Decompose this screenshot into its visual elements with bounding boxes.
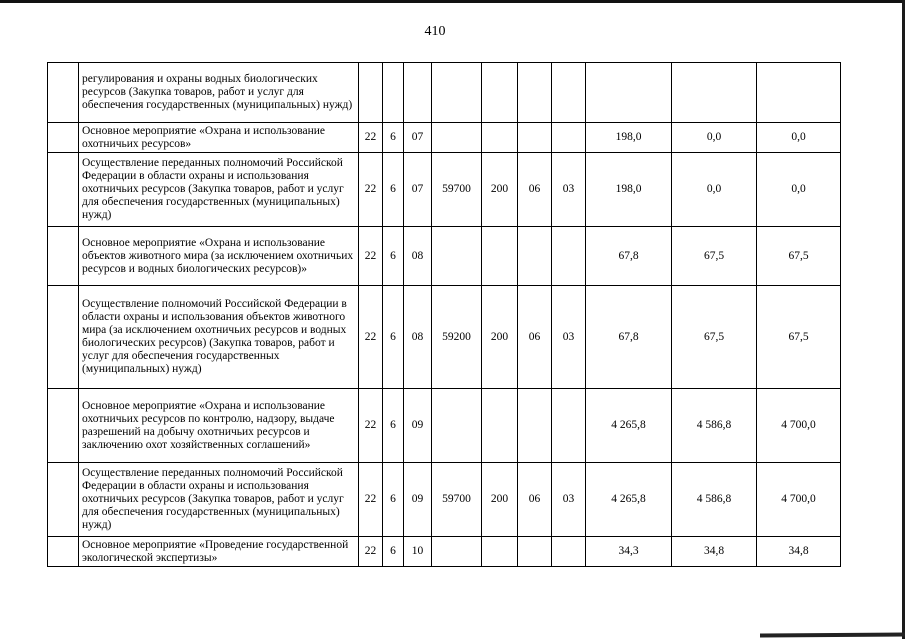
code-cell: 6 xyxy=(383,286,404,389)
code-cell xyxy=(552,63,586,123)
blank-cell xyxy=(48,463,79,537)
code-cell: 10 xyxy=(404,537,432,567)
budget-table xyxy=(47,62,841,567)
table-row xyxy=(48,153,841,227)
code-cell xyxy=(404,63,432,123)
value-cell: 67,5 xyxy=(672,286,757,389)
value-cell: 198,0 xyxy=(586,123,672,153)
value-cell: 34,8 xyxy=(757,537,841,567)
value-cell xyxy=(757,63,841,123)
value-cell xyxy=(672,63,757,123)
code-cell: 08 xyxy=(404,227,432,286)
value-cell: 4 700,0 xyxy=(757,389,841,463)
code-cell xyxy=(518,63,552,123)
code-cell: 07 xyxy=(404,153,432,227)
code-cell xyxy=(518,227,552,286)
value-cell: 67,8 xyxy=(586,227,672,286)
item-name: Основное мероприятие «Охрана и использование охотничьих ресурсов по контролю, надзору, выдаче разрешений на добычу охотничьих ресурсов и заключению охот хозяйственных соглашений» xyxy=(79,389,359,463)
code-cell: 200 xyxy=(482,463,518,537)
code-cell xyxy=(518,537,552,567)
blank-cell xyxy=(48,537,79,567)
value-cell: 67,5 xyxy=(757,227,841,286)
code-cell xyxy=(432,537,482,567)
value-cell: 67,8 xyxy=(586,286,672,389)
value-cell xyxy=(586,63,672,123)
item-name: Осуществление полномочий Российской Федерации в области охраны и использования объектов животного мира (за исключением охотничьих ресурсов и водных биологических ресурсов) (Закупка товаров, работ и услуг для обеспечения государственных (муниципальных) нужд) xyxy=(79,286,359,389)
page-top-edge xyxy=(0,0,905,3)
code-cell: 03 xyxy=(552,463,586,537)
code-cell: 6 xyxy=(383,389,404,463)
code-cell: 22 xyxy=(359,123,383,153)
code-cell: 22 xyxy=(359,463,383,537)
item-name: Основное мероприятие «Охрана и использование охотничьих ресурсов» xyxy=(79,123,359,153)
scan-edge-shadow xyxy=(760,632,905,637)
table-row xyxy=(48,123,841,153)
code-cell: 6 xyxy=(383,153,404,227)
code-cell: 200 xyxy=(482,286,518,389)
code-cell xyxy=(482,389,518,463)
code-cell: 07 xyxy=(404,123,432,153)
code-cell: 22 xyxy=(359,286,383,389)
code-cell: 08 xyxy=(404,286,432,389)
code-cell: 6 xyxy=(383,537,404,567)
code-cell xyxy=(552,227,586,286)
code-cell xyxy=(383,63,404,123)
value-cell: 4 265,8 xyxy=(586,389,672,463)
code-cell xyxy=(482,227,518,286)
table-row xyxy=(48,389,841,463)
value-cell: 34,8 xyxy=(672,537,757,567)
code-cell xyxy=(482,123,518,153)
code-cell xyxy=(432,123,482,153)
value-cell: 67,5 xyxy=(757,286,841,389)
code-cell: 06 xyxy=(518,463,552,537)
code-cell xyxy=(432,227,482,286)
table-row xyxy=(48,537,841,567)
value-cell: 4 586,8 xyxy=(672,389,757,463)
code-cell: 22 xyxy=(359,389,383,463)
code-cell: 6 xyxy=(383,123,404,153)
code-cell: 22 xyxy=(359,227,383,286)
code-cell xyxy=(552,123,586,153)
page-number: 410 xyxy=(424,24,446,39)
value-cell: 34,3 xyxy=(586,537,672,567)
value-cell: 4 700,0 xyxy=(757,463,841,537)
code-cell xyxy=(552,389,586,463)
value-cell: 0,0 xyxy=(757,123,841,153)
blank-cell xyxy=(48,227,79,286)
item-name: Основное мероприятие «Охрана и использование объектов животного мира (за исключением охотничьих ресурсов и водных биологических ресурсов)» xyxy=(79,227,359,286)
table-row xyxy=(48,463,841,537)
code-cell: 09 xyxy=(404,463,432,537)
table-row xyxy=(48,286,841,389)
blank-cell xyxy=(48,286,79,389)
code-cell xyxy=(432,389,482,463)
code-cell: 6 xyxy=(383,463,404,537)
code-cell: 06 xyxy=(518,153,552,227)
code-cell: 03 xyxy=(552,286,586,389)
table-row xyxy=(48,63,841,123)
code-cell xyxy=(518,389,552,463)
table-row xyxy=(48,227,841,286)
code-cell: 03 xyxy=(552,153,586,227)
value-cell: 67,5 xyxy=(672,227,757,286)
item-name: Основное мероприятие «Проведение государственной экологической экспертизы» xyxy=(79,537,359,567)
blank-cell xyxy=(48,63,79,123)
code-cell: 200 xyxy=(482,153,518,227)
item-name: регулирования и охраны водных биологических ресурсов (Закупка товаров, работ и услуг для обеспечения государственных (муниципальных) нужд) xyxy=(79,63,359,123)
code-cell xyxy=(482,63,518,123)
code-cell: 06 xyxy=(518,286,552,389)
code-cell: 6 xyxy=(383,227,404,286)
value-cell: 0,0 xyxy=(672,153,757,227)
code-cell xyxy=(359,63,383,123)
item-name: Осуществление переданных полномочий Российской Федерации в области охраны и использования охотничьих ресурсов (Закупка товаров, работ и услуг для обеспечения государственных (муниципальных) нужд) xyxy=(79,153,359,227)
value-cell: 198,0 xyxy=(586,153,672,227)
blank-cell xyxy=(48,153,79,227)
code-cell: 22 xyxy=(359,537,383,567)
value-cell: 4 586,8 xyxy=(672,463,757,537)
code-cell: 09 xyxy=(404,389,432,463)
code-cell xyxy=(518,123,552,153)
code-cell: 59700 xyxy=(432,463,482,537)
value-cell: 0,0 xyxy=(672,123,757,153)
item-name: Осуществление переданных полномочий Российской Федерации в области охраны и использования охотничьих ресурсов (Закупка товаров, работ и услуг для обеспечения государственных (муниципальных) нужд) xyxy=(79,463,359,537)
code-cell: 59200 xyxy=(432,286,482,389)
blank-cell xyxy=(48,389,79,463)
code-cell xyxy=(482,537,518,567)
code-cell xyxy=(552,537,586,567)
code-cell: 22 xyxy=(359,153,383,227)
blank-cell xyxy=(48,123,79,153)
code-cell: 59700 xyxy=(432,153,482,227)
value-cell: 0,0 xyxy=(757,153,841,227)
code-cell xyxy=(432,63,482,123)
value-cell: 4 265,8 xyxy=(586,463,672,537)
